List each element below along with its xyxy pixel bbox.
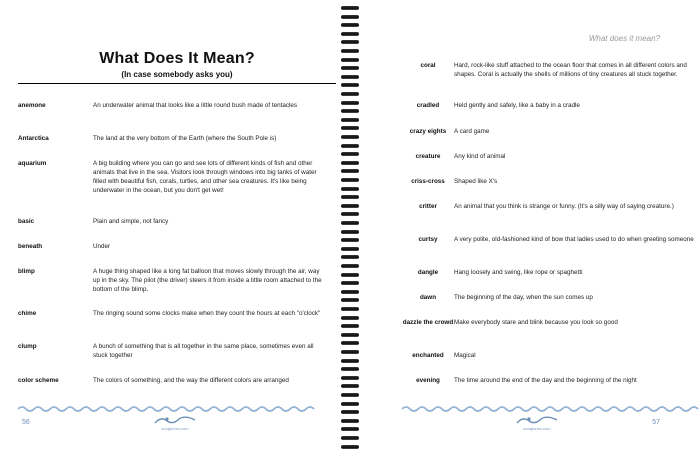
- entry-term: chime: [18, 310, 37, 317]
- entry-term: evening: [416, 377, 440, 384]
- entry-term: critter: [419, 203, 437, 210]
- entry-term: beneath: [18, 243, 43, 250]
- spiral-coil: [341, 359, 359, 363]
- spiral-coil: [341, 402, 359, 406]
- entry-definition: Magical: [454, 352, 476, 359]
- spiral-coil: [341, 298, 359, 302]
- songtunes-logo-icon: [153, 414, 197, 426]
- spiral-coil: [341, 255, 359, 259]
- running-head: What does it mean?: [588, 34, 660, 43]
- entry-definition: A big building where you can go and see lots of different kinds of fish and other animals that live in the sea. Visitors look through windows into big tanks of water filled with beautiful fish, corals, turtles, and other sea creatures. It's like being underwater in the ocean, but you don't get wet!: [93, 160, 317, 194]
- entry-term: blimp: [18, 268, 35, 275]
- entry-term: dawn: [419, 294, 437, 301]
- logo-url: songtunes.com: [161, 426, 189, 431]
- entry-definition: Hard, rock-like stuff attached to the ocean floor that comes in all different colors and shapes. Coral is actually the shells of millions of tiny creatures all stuck together.: [454, 62, 687, 78]
- spiral-coil: [341, 427, 359, 431]
- spiral-coil: [341, 32, 359, 36]
- spiral-coil: [341, 393, 359, 397]
- entry-definition: Held gently and safely, like a baby in a cradle: [454, 102, 580, 109]
- spiral-coil: [341, 161, 359, 165]
- spiral-coil: [341, 144, 359, 148]
- glossary-entry: [402, 318, 700, 327]
- page-title: What Does It Mean?: [99, 50, 255, 67]
- page-number: 57: [652, 419, 660, 426]
- glossary-entry: [402, 202, 700, 211]
- glossary-entry: [18, 159, 328, 195]
- entry-term: coral: [420, 62, 436, 69]
- spiral-coil: [341, 40, 359, 44]
- spiral-coil: [341, 109, 359, 113]
- spiral-coil: [341, 118, 359, 122]
- spiral-coil: [341, 126, 359, 130]
- spiral-coil: [341, 187, 359, 191]
- spiral-coil: [341, 290, 359, 294]
- logo-url: songtunes.com: [523, 426, 551, 431]
- spiral-coil: [341, 15, 359, 19]
- glossary-entry: [402, 268, 700, 277]
- entry-definition: The beginning of the day, when the sun comes up: [454, 294, 593, 301]
- spiral-coil: [341, 445, 359, 449]
- spiral-coil: [341, 178, 359, 182]
- spiral-coil: [341, 238, 359, 242]
- entry-term: aquarium: [18, 160, 47, 167]
- spiral-coil: [341, 169, 359, 173]
- spiral-coil: [341, 58, 359, 62]
- entry-term: anemone: [18, 102, 46, 109]
- glossary-entry: [18, 101, 328, 110]
- entry-definition: Hang loosely and swing, like rope or spaghetti: [454, 269, 583, 276]
- spiral-coil: [341, 152, 359, 156]
- entry-term: enchanted: [412, 352, 444, 359]
- entry-definition: The land at the very bottom of the Earth (where the South Pole is): [93, 135, 277, 142]
- entry-term: crazy eights: [409, 128, 447, 135]
- entry-definition: Shaped like X's: [454, 178, 498, 185]
- entry-term: dazzle the crowd: [402, 319, 454, 326]
- entry-definition: A card game: [454, 128, 490, 135]
- entry-definition: A huge thing shaped like a long fat balloon that moves slowly through the air, way up in the sky. The pilot (the driver) steers it from inside a little room attached to the bottom of the blimp.: [93, 268, 322, 293]
- spiral-coil: [341, 83, 359, 87]
- glossary-entry: [402, 177, 700, 186]
- title-divider: [18, 83, 336, 84]
- wave-divider: [18, 404, 316, 414]
- entry-term: creature: [415, 153, 441, 160]
- spiral-coil: [341, 6, 359, 10]
- songtunes-logo-icon: [515, 414, 559, 426]
- entry-definition: The time around the end of the day and the beginning of the night: [454, 377, 637, 384]
- glossary-entry: [18, 134, 328, 143]
- publisher-logo: [145, 414, 205, 431]
- spiral-coil: [341, 281, 359, 285]
- glossary-entry: [18, 217, 328, 226]
- entry-term: criss-cross: [411, 178, 445, 185]
- spiral-coil: [341, 75, 359, 79]
- spiral-coil: [341, 66, 359, 70]
- glossary-entry: [18, 342, 328, 360]
- entry-definition: The ringing sound some clocks make when they count the hours at each "o'clock": [93, 310, 321, 317]
- glossary-entry: [18, 309, 328, 318]
- spiral-coil: [341, 273, 359, 277]
- spiral-coil: [341, 212, 359, 216]
- glossary-entry: [402, 101, 700, 110]
- spiral-coil: [341, 221, 359, 225]
- spiral-coil: [341, 195, 359, 199]
- spiral-coil: [341, 204, 359, 208]
- spiral-coil: [341, 384, 359, 388]
- spiral-binding: [338, 0, 362, 450]
- glossary-entry: [18, 267, 328, 294]
- right-page: [362, 0, 700, 450]
- glossary-entry: [402, 61, 700, 79]
- entry-definition: The colors of something, and the way the different colors are arranged: [93, 377, 289, 384]
- entry-definition: Under: [93, 243, 111, 250]
- spiral-coil: [341, 324, 359, 328]
- glossary-entry: [402, 351, 700, 360]
- spiral-coil: [341, 264, 359, 268]
- glossary-entry: [402, 152, 700, 161]
- page-subtitle: (In case somebody asks you): [121, 70, 233, 79]
- entry-definition: An animal that you think is strange or funny. (It's a silly way of saying creature.): [454, 203, 674, 210]
- wave-divider: [402, 404, 700, 414]
- entry-definition: Plain and simple, not fancy: [93, 218, 169, 225]
- entry-definition: An underwater animal that looks like a little round bush made of tentacles: [93, 102, 298, 109]
- glossary-entry: [18, 242, 328, 251]
- spiral-coil: [341, 436, 359, 440]
- spiral-coil: [341, 333, 359, 337]
- spiral-coil: [341, 135, 359, 139]
- spiral-coil: [341, 23, 359, 27]
- spiral-coil: [341, 307, 359, 311]
- entry-definition: Make everybody stare and blink because you look so good: [454, 319, 618, 326]
- entry-term: basic: [18, 218, 35, 225]
- glossary-entry: [18, 376, 328, 385]
- entry-definition: A bunch of something that is all together in the same place, sometimes even all stuck together: [93, 343, 314, 359]
- glossary-entry: [402, 127, 700, 136]
- page-number: 56: [22, 419, 30, 426]
- entry-term: clump: [18, 343, 37, 350]
- spiral-coil: [341, 419, 359, 423]
- glossary-entry: [402, 235, 700, 244]
- left-page: [0, 0, 338, 450]
- spiral-coil: [341, 341, 359, 345]
- spiral-coil: [341, 350, 359, 354]
- spiral-coil: [341, 376, 359, 380]
- glossary-entry: [402, 293, 700, 302]
- entry-definition: A very polite, old-fashioned kind of bow that ladies used to do when greeting someone: [454, 236, 694, 243]
- spiral-coil: [341, 49, 359, 53]
- spiral-coil: [341, 316, 359, 320]
- entry-term: color scheme: [18, 377, 59, 384]
- spiral-coil: [341, 101, 359, 105]
- entry-term: Antarctica: [18, 135, 49, 142]
- entry-definition: Any kind of animal: [454, 153, 506, 160]
- spiral-coil: [341, 230, 359, 234]
- entry-term: dangle: [417, 269, 439, 276]
- entry-term: curtsy: [418, 236, 438, 243]
- publisher-logo: [507, 414, 567, 431]
- entry-term: cradled: [416, 102, 440, 109]
- glossary-entry: [402, 376, 700, 385]
- spiral-coil: [341, 92, 359, 96]
- spiral-coil: [341, 367, 359, 371]
- spiral-coil: [341, 247, 359, 251]
- spiral-coil: [341, 410, 359, 414]
